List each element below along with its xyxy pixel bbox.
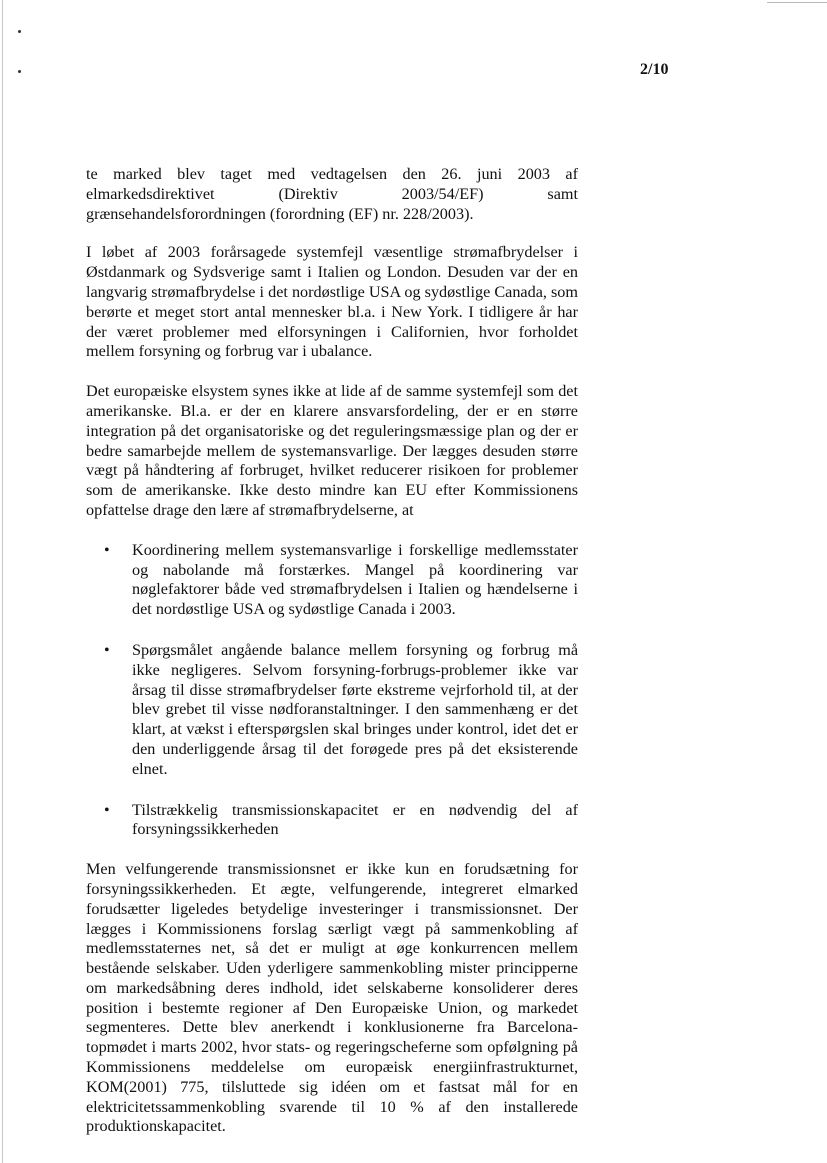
- body-text: [86, 165, 578, 1157]
- bullet-item: [86, 541, 578, 620]
- bullet-icon: •: [104, 801, 110, 819]
- scan-speck: [18, 30, 21, 33]
- bullet-icon: •: [104, 541, 110, 559]
- bullet-text: Tilstrækkelig transmissionskapacitet er en nødvendig del af forsyningssikkerheden: [132, 800, 578, 839]
- scan-speck: [18, 70, 21, 73]
- scan-edge: [2, 0, 3, 1163]
- paragraph: Men velfungerende transmissionsnet er ikke kun en forudsætning for forsyningssikkerheden. Et ægte, velfungerende, integreret elmarked forudsætter ligeledes betydelige investeringer i transmissionsnet. Der lægges i Kommissionens forslag særligt vægt på sammenkobling af medlemsstaternes net, så det er muligt at øge konkurrencen mellem bestående selskaber. Uden yderligere sammenkobling mister principperne om markedsåbning deres indhold, idet selskaberne konsoliderer deres position i bestemte regioner af Den Europæiske Union, og markedet segmenteres. Dette blev anerkendt i konklusionerne fra Barcelona-topmødet i marts 2002, hvor stats- og regeringscheferne som opfølgning på Kommissionens meddelelse om europæisk energiinfrastrukturnet, KOM(2001) 775, tilsluttede sig idéen om et fastsat mål for en elektricitetssammenkobling svarende til 10 % af den installerede produktionskapacitet.: [86, 860, 578, 1136]
- bullet-item: [86, 641, 578, 780]
- bullet-icon: •: [104, 641, 110, 659]
- page-number: 2/10: [640, 61, 669, 78]
- bullet-text: Spørgsmålet angående balance mellem forsyning og forbrug må ikke negligeres. Selvom forsyning-forbrugs-problemer ikke var årsag til disse strømafbrydelser førte ekstreme vejrforhold til, at der blev grebet til visse nødforanstaltninger. I den sammenhæng er det klart, at vækst i efterspørgslen skal bringes under kontrol, idet det er den underliggende årsag til det forøgede pres på det eksisterende elnet.: [132, 640, 578, 778]
- scan-edge: [767, 2, 827, 3]
- bullet-list: [86, 541, 578, 840]
- bullet-text: Koordinering mellem systemansvarlige i forskellige medlemsstater og nabolande må forstærkes. Mangel på koordinering var nøglefaktorer både ved strømafbrydelsen i Italien og hændelserne i det nordøstlige USA og sydøstlige Canada i 2003.: [132, 540, 578, 619]
- paragraph: I løbet af 2003 forårsagede systemfejl væsentlige strømafbrydelser i Østdanmark og Sydsverige samt i Italien og London. Desuden var der en langvarig strømafbrydelse i det nordøstlige USA og sydøstlige Canada, som berørte et meget stort antal mennesker bl.a. i New York. I tidligere år har der været problemer med elforsyningen i Californien, hvor forholdet mellem forsyning og forbrug var i ubalance.: [86, 243, 578, 361]
- paragraph: te marked blev taget med vedtagelsen den 26. juni 2003 af elmarkedsdirektivet (Direktiv 2003/54/EF) samt grænsehandelsforordningen (forordning (EF) nr. 228/2003).: [86, 165, 578, 223]
- paragraph: Det europæiske elsystem synes ikke at lide af de samme systemfejl som det amerikanske. Bl.a. er der en klarere ansvarsfordeling, der er en større integration på det organisatoriske og det reguleringsmæssige plan og der er bedre samarbejde mellem de systemansvarlige. Der lægges desuden større vægt på håndtering af forbruget, hvilket reducerer risikoen for problemer som de amerikanske. Ikke desto mindre kan EU efter Kommissionens opfattelse drage den lære af strømafbrydelserne, at: [86, 382, 578, 519]
- bullet-item: [86, 801, 578, 841]
